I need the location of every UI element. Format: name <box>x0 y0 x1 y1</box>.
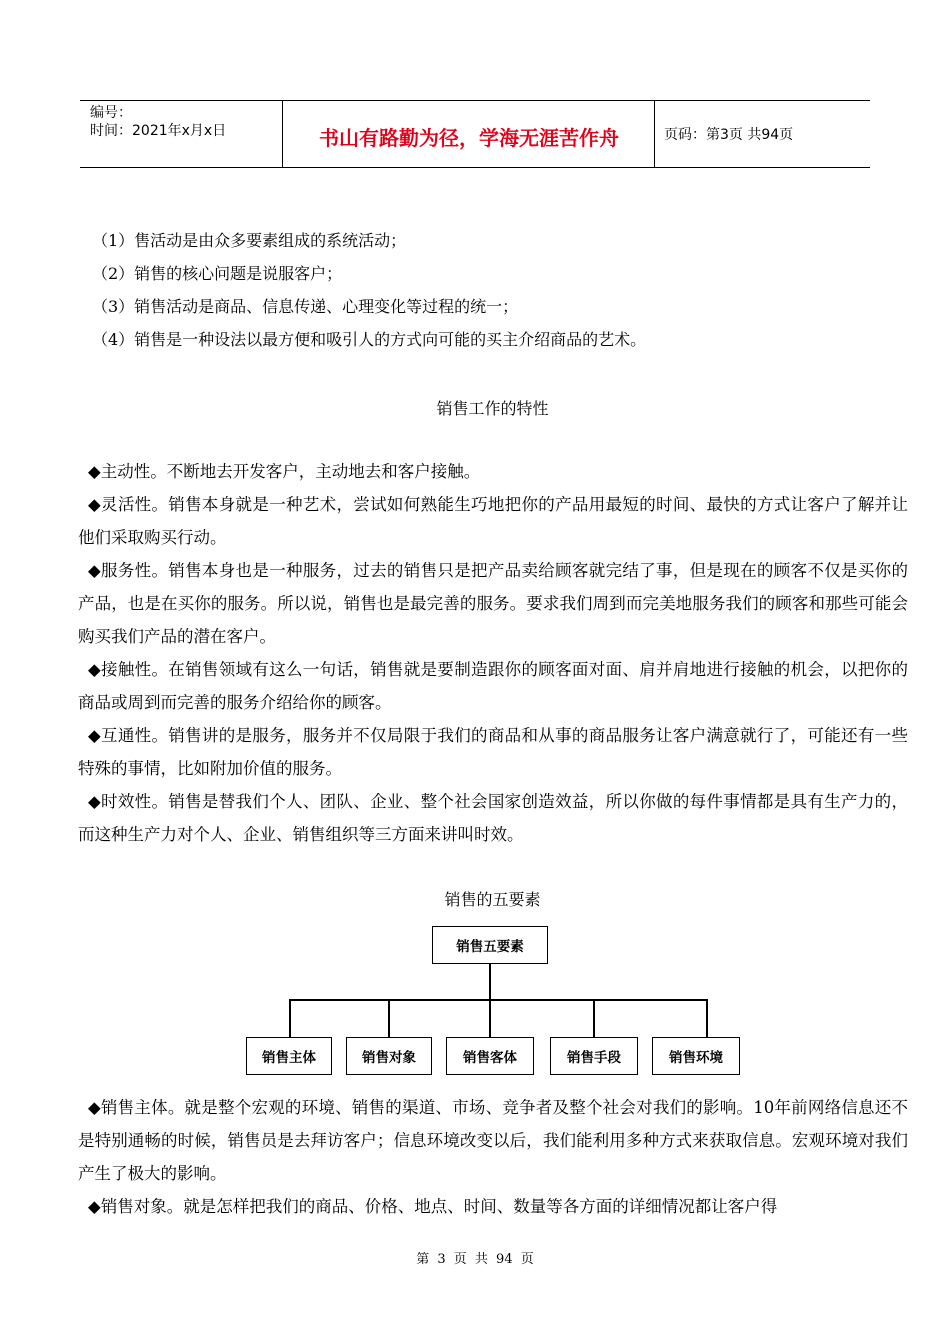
diagram-node-object: 销售对象 <box>346 1037 432 1075</box>
footer-page-number: 第 3 页 共 94 页 <box>416 1252 534 1267</box>
diagram-branch-line <box>388 999 390 1037</box>
diagram-branch-line <box>593 999 595 1037</box>
paragraph-contact: ◆接触性。在销售领域有这么一句话，销售就是要制造跟你的顾客面对面、肩并肩地进行接触的机会，以把你的商品或周到而完善的服务介绍给你的顾客。 <box>78 660 908 712</box>
header-bottom-border <box>80 167 870 168</box>
header-motto: 书山有路勤为径，学海无涯苦作舟 <box>319 126 619 150</box>
diagram-branch-line <box>289 999 291 1037</box>
diagram-node-subject: 销售主体 <box>246 1037 332 1075</box>
definition-item-4: （4）销售是一种设法以最方便和吸引人的方式向可能的买主介绍商品的艺术。 <box>92 330 647 349</box>
diagram-branch-line <box>706 999 708 1037</box>
paragraph-service: ◆服务性。销售本身也是一种服务，过去的销售只是把产品卖给顾客就完结了事，但是现在的顾客不仅是买你的产品，也是在买你的服务。所以说，销售也是最完善的服务。要求我们周到而完美地服务我们的顾客和那些可能会购买我们产品的潜在客户。 <box>78 561 908 646</box>
paragraph-sales-object: ◆销售对象。就是怎样把我们的商品、价格、地点、时间、数量等各方面的详细情况都让客户得 <box>88 1197 778 1216</box>
paragraph-flexibility: ◆灵活性。销售本身就是一种艺术，尝试如何熟能生巧地把你的产品用最短的时间、最快的方式让客户了解并让他们采取购买行动。 <box>78 495 908 547</box>
header-top-border <box>80 100 870 101</box>
diagram-branch-line <box>489 999 491 1037</box>
header-divider-2 <box>654 100 655 168</box>
definition-item-1: （1）售活动是由众多要素组成的系统活动； <box>92 231 407 250</box>
header-divider-1 <box>282 100 283 168</box>
diagram-node-goods: 销售客体 <box>446 1037 534 1075</box>
diagram-root-box: 销售五要素 <box>432 926 548 964</box>
definition-item-2: （2）销售的核心问题是说服客户； <box>92 264 343 283</box>
paragraph-interconnection: ◆互通性。销售讲的是服务，服务并不仅局限于我们的商品和从事的商品服务让客户满意就行了，可能还有一些特殊的事情，比如附加价值的服务。 <box>78 726 908 778</box>
diagram-node-environment: 销售环境 <box>652 1037 740 1075</box>
section-title-characteristics: 销售工作的特性 <box>436 399 549 418</box>
diagram-node-means: 销售手段 <box>550 1037 638 1075</box>
diagram-trunk-line <box>489 964 491 1000</box>
paragraph-initiative: ◆主动性。不断地去开发客户，主动地去和客户接触。 <box>88 462 481 481</box>
section-title-five-elements: 销售的五要素 <box>444 890 541 909</box>
paragraph-timeliness: ◆时效性。销售是替我们个人、团队、企业、整个社会国家创造效益，所以你做的每件事情都是具有生产力的，而这种生产力对个人、企业、销售组织等三方面来讲叫时效。 <box>78 792 908 844</box>
header-number: 编号： <box>90 105 132 121</box>
diagram-horizontal-bar <box>289 999 707 1001</box>
header-page-label: 页码：第3页 共94页 <box>664 127 794 143</box>
header-time: 时间：2021年x月x日 <box>90 123 227 139</box>
paragraph-sales-subject: ◆销售主体。就是整个宏观的环境、销售的渠道、市场、竞争者及整个社会对我们的影响。10年前网络信息还不是特别通畅的时候，销售员是去拜访客户；信息环境改变以后，我们能利用多种方式来获取信息。宏观环境对我们产生了极大的影响。 <box>78 1098 908 1183</box>
definition-item-3: （3）销售活动是商品、信息传递、心理变化等过程的统一； <box>92 297 519 316</box>
header-info <box>90 104 226 140</box>
